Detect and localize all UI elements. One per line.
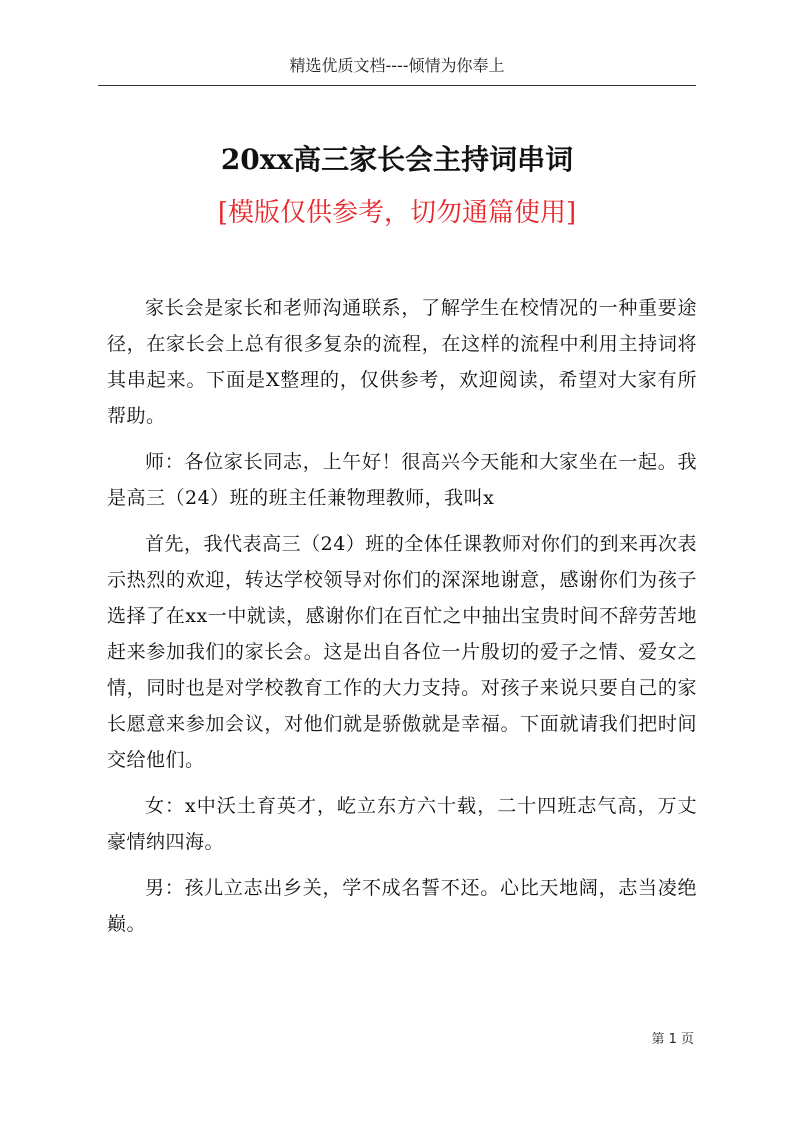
- paragraph-welcome: 首先，我代表高三（24）班的全体任课教师对你们的到来再次表示热烈的欢迎，转达学校领导对你们的深深地谢意，感谢你们为孩子选择了在xx一中就读，感谢你们在百忙之中抽出宝贵时间不辞劳苦地赶来参加我们的家长会。这是出自各位一片殷切的爱子之情、爱女之情，同时也是对学校教育工作的大力支持。对孩子来说只要自己的家长愿意来参加会议，对他们就是骄傲就是幸福。下面就请我们把时间交给他们。: [107, 533, 697, 771]
- paragraph-male-host: 男：孩儿立志出乡关，学不成名誓不还。心比天地阔，志当凌绝巅。: [107, 877, 697, 935]
- document-title: 20xx高三家长会主持词串词: [220, 143, 574, 176]
- paragraph-teacher-greeting: 师：各位家长同志，上午好！很高兴今天能和大家坐在一起。我是高三（24）班的班主任兼物理教师，我叫x: [107, 451, 697, 509]
- paragraph-intro: 家长会是家长和老师沟通联系，了解学生在校情况的一种重要途径，在家长会上总有很多复杂的流程，在这样的流程中利用主持词将其串起来。下面是X整理的，仅供参考，欢迎阅读，希望对大家有所帮助。: [107, 297, 697, 427]
- page-number: 第 1 页: [651, 1032, 694, 1047]
- page-header: 精选优质文档----倾情为你奉上: [289, 56, 505, 75]
- document-subtitle: [模版仅供参考，切勿通篇使用]: [217, 198, 577, 228]
- document-body: [107, 290, 697, 952]
- paragraph-female-host: 女：x中沃土育英才，屹立东方六十载，二十四班志气高，万丈豪情纳四海。: [107, 795, 697, 853]
- header-divider: [98, 85, 696, 86]
